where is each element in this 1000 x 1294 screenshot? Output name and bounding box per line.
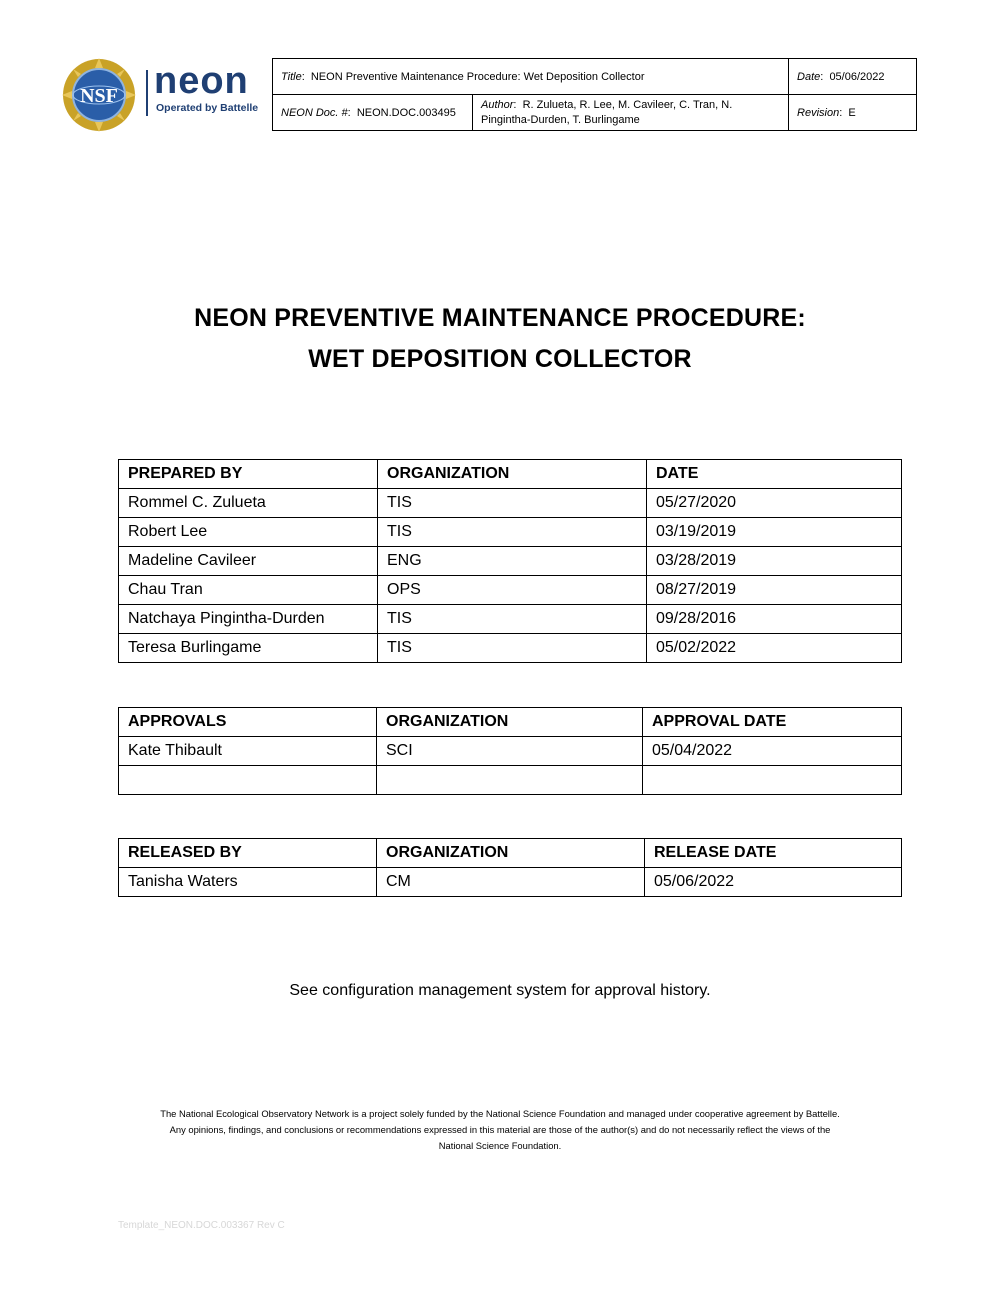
column-header: DATE bbox=[647, 460, 902, 489]
table-header-row bbox=[119, 460, 902, 489]
template-identifier: Template_NEON.DOC.003367 Rev C bbox=[118, 1220, 285, 1231]
disclaimer-line: Any opinions, findings, and conclusions or recommendations expressed in this material are those of the author(s) and do not necessarily reflect the views of the bbox=[169, 1124, 831, 1135]
neon-logo bbox=[62, 58, 268, 132]
preparer-name: Madeline Cavileer bbox=[119, 547, 378, 576]
prepared-by-table bbox=[118, 459, 902, 663]
author-value: R. Zulueta, R. Lee, M. Cavileer, C. Tran, N. Pingintha-Durden, T. Burlingame bbox=[481, 98, 733, 126]
preparer-organization: TIS bbox=[378, 518, 647, 547]
releaser-name: Tanisha Waters bbox=[119, 868, 377, 897]
document-title-line-1: NEON PREVENTIVE MAINTENANCE PROCEDURE: bbox=[194, 304, 806, 332]
disclaimer-line: The National Ecological Observatory Network is a project solely funded by the National Science Foundation and managed under cooperative agreement by Battelle. bbox=[160, 1108, 840, 1119]
table-row bbox=[119, 489, 902, 518]
preparer-organization: TIS bbox=[378, 605, 647, 634]
logo-divider bbox=[146, 70, 148, 116]
preparer-organization: TIS bbox=[378, 489, 647, 518]
table-row bbox=[119, 518, 902, 547]
column-header: ORGANIZATION bbox=[377, 839, 645, 868]
column-header: APPROVAL DATE bbox=[643, 708, 902, 737]
approval-history-note: See configuration management system for approval history. bbox=[289, 982, 711, 999]
revision-value: E bbox=[848, 106, 856, 119]
approver-organization bbox=[377, 766, 643, 795]
column-header: RELEASE DATE bbox=[645, 839, 902, 868]
approvals-table bbox=[118, 707, 902, 795]
date-label: Date bbox=[797, 70, 821, 83]
preparer-date: 09/28/2016 bbox=[647, 605, 902, 634]
table-header-row bbox=[119, 839, 902, 868]
approver-name bbox=[119, 766, 377, 795]
table-header-row bbox=[119, 708, 902, 737]
column-header: RELEASED BY bbox=[119, 839, 377, 868]
author-label: Author bbox=[481, 98, 514, 111]
preparer-organization: OPS bbox=[378, 576, 647, 605]
funding-disclaimer bbox=[110, 1106, 890, 1154]
approver-organization: SCI bbox=[377, 737, 643, 766]
document-header-table bbox=[272, 58, 917, 131]
table-row bbox=[119, 737, 902, 766]
preparer-date: 03/19/2019 bbox=[647, 518, 902, 547]
document-title-line-2: WET DEPOSITION COLLECTOR bbox=[308, 345, 692, 373]
title-label: Title bbox=[281, 70, 302, 83]
approval-date: 05/04/2022 bbox=[643, 737, 902, 766]
date-value: 05/06/2022 bbox=[829, 70, 885, 83]
doc-number-label: NEON Doc. # bbox=[281, 106, 348, 119]
releaser-organization: CM bbox=[377, 868, 645, 897]
table-row bbox=[119, 576, 902, 605]
neon-wordmark: neon bbox=[154, 60, 249, 102]
nsf-seal-text: NSF bbox=[80, 85, 118, 107]
preparer-date: 05/27/2020 bbox=[647, 489, 902, 518]
header-date-cell: Date: 05/06/2022 bbox=[789, 59, 917, 95]
release-date: 05/06/2022 bbox=[645, 868, 902, 897]
approver-name: Kate Thibault bbox=[119, 737, 377, 766]
preparer-name: Teresa Burlingame bbox=[119, 634, 378, 663]
preparer-organization: TIS bbox=[378, 634, 647, 663]
title-value: NEON Preventive Maintenance Procedure: Wet Deposition Collector bbox=[310, 70, 645, 83]
table-row bbox=[119, 868, 902, 897]
preparer-name: Natchaya Pingintha-Durden bbox=[119, 605, 378, 634]
column-header: PREPARED BY bbox=[119, 460, 378, 489]
disclaimer-line: National Science Foundation. bbox=[438, 1140, 562, 1151]
column-header: ORGANIZATION bbox=[377, 708, 643, 737]
doc-number-value: NEON.DOC.003495 bbox=[356, 106, 456, 119]
column-header: APPROVALS bbox=[119, 708, 377, 737]
preparer-organization: ENG bbox=[378, 547, 647, 576]
header-revision-cell: Revision: E bbox=[789, 95, 917, 131]
preparer-date: 08/27/2019 bbox=[647, 576, 902, 605]
document-title bbox=[0, 298, 1000, 380]
preparer-name: Chau Tran bbox=[119, 576, 378, 605]
released-by-table bbox=[118, 838, 902, 897]
nsf-seal-icon bbox=[62, 58, 136, 132]
table-row bbox=[119, 766, 902, 795]
table-row bbox=[119, 547, 902, 576]
operated-by-battelle: Operated by Battelle bbox=[156, 102, 259, 114]
approval-date bbox=[643, 766, 902, 795]
preparer-date: 05/02/2022 bbox=[647, 634, 902, 663]
preparer-name: Robert Lee bbox=[119, 518, 378, 547]
header-doc-cell: NEON Doc. #: NEON.DOC.003495 bbox=[273, 95, 473, 131]
table-row bbox=[119, 605, 902, 634]
header-author-cell: Author: R. Zulueta, R. Lee, M. Cavileer, C. Tran, N. Pingintha-Durden, T. Burlingame bbox=[473, 95, 789, 131]
preparer-date: 03/28/2019 bbox=[647, 547, 902, 576]
table-row bbox=[119, 634, 902, 663]
header-title-cell: Title: NEON Preventive Maintenance Procedure: Wet Deposition Collector bbox=[273, 59, 789, 95]
column-header: ORGANIZATION bbox=[378, 460, 647, 489]
preparer-name: Rommel C. Zulueta bbox=[119, 489, 378, 518]
revision-label: Revision bbox=[797, 106, 840, 119]
